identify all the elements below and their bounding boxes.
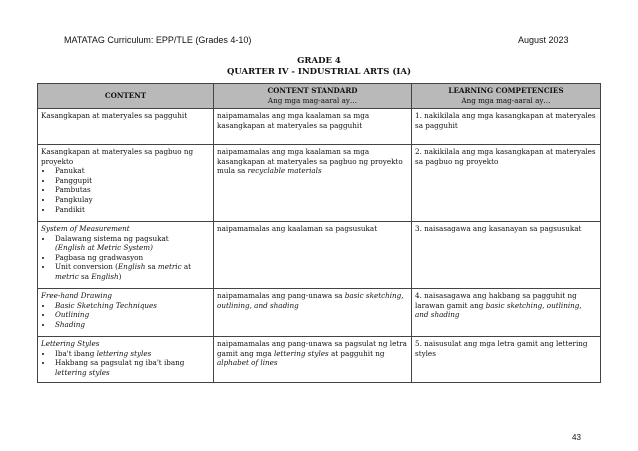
column-header-learning-competencies: LEARNING COMPETENCIES Ang mga mag-aaral ay… xyxy=(412,84,601,109)
table-row xyxy=(38,222,601,289)
table-header-row xyxy=(38,84,601,109)
list-item: • Panggupit xyxy=(53,176,210,186)
standard-cell: naipamamalas ang pang-unawa sa basic sketching, outlining, and shading xyxy=(214,289,412,337)
standard-cell: naipamamalas ang pang-unawa sa pagsulat ng letra gamit ang mga lettering styles at pagguhit ng alphabet of lines xyxy=(214,337,412,383)
list-item: • Shading xyxy=(53,320,210,330)
competency-cell: 5. naisusulat ang mga letra gamit ang lettering styles xyxy=(412,337,601,383)
curriculum-table xyxy=(37,83,601,383)
table-row xyxy=(38,289,601,337)
content-cell: Kasangkapan at materyales sa pagguhit xyxy=(38,109,214,145)
list-item: • Hakbang sa pagsulat ng iba't ibang lettering styles xyxy=(53,358,210,377)
list-item: • Pambutas xyxy=(53,185,210,195)
list-item: • Dalawang sistema ng pagsukat (English at Metric System) xyxy=(53,234,210,253)
page-number: 43 xyxy=(572,433,581,442)
content-cell: System of Measurement • Dalawang sistema ng pagsukat (English at Metric System) • Pagbasa ng gradwasyon • Unit conversion (English sa metric at metric sa English) xyxy=(38,222,214,289)
content-cell: Kasangkapan at materyales sa pagbuo ng proyekto • Panukat • Panggupit • Pambutas • Pangkulay • Pandikit xyxy=(38,145,214,222)
standard-cell: naipamamalas ang mga kaalaman sa mga kasangkapan at materyales sa pagbuo ng proyekto mula sa recyclable materials xyxy=(214,145,412,222)
list-item: • Iba't ibang lettering styles xyxy=(53,349,210,359)
list-item: • Pagbasa ng gradwasyon xyxy=(53,253,210,263)
column-header-content-standard: CONTENT STANDARD Ang mga mag-aaral ay… xyxy=(214,84,412,109)
standard-cell: naipamamalas ang kaalaman sa pagsusukat xyxy=(214,222,412,289)
document-header-date: August 2023 xyxy=(518,35,569,45)
competency-cell: 2. nakikilala ang mga kasangkapan at materyales sa pagbuo ng proyekto xyxy=(412,145,601,222)
list-item: • Pandikit xyxy=(53,205,210,215)
table-row xyxy=(38,109,601,145)
quarter-title: QUARTER IV - INDUSTRIAL ARTS (IA) xyxy=(226,67,412,77)
list-item: • Unit conversion (English sa metric at metric sa English) xyxy=(53,262,210,281)
list-item: • Basic Sketching Techniques xyxy=(53,301,210,311)
competency-cell: 1. nakikilala ang mga kasangkapan at materyales sa pagguhit xyxy=(412,109,601,145)
content-list xyxy=(41,234,210,282)
competency-cell: 3. naisasagawa ang kasanayan sa pagsusukat xyxy=(412,222,601,289)
table-row xyxy=(38,337,601,383)
list-item: • Panukat xyxy=(53,166,210,176)
content-list xyxy=(41,301,210,330)
content-list xyxy=(41,349,210,378)
list-item: • Outlining xyxy=(53,310,210,320)
content-cell: Free-hand Drawing • Basic Sketching Techniques • Outlining • Shading xyxy=(38,289,214,337)
grade-title: GRADE 4 xyxy=(297,56,341,66)
competency-cell: 4. naisasagawa ang hakbang sa pagguhit ng larawan gamit ang basic sketching, outlining, and shading xyxy=(412,289,601,337)
table-row xyxy=(38,145,601,222)
list-item: • Pangkulay xyxy=(53,195,210,205)
content-cell: Lettering Styles • Iba't ibang lettering styles • Hakbang sa pagsulat ng iba't ibang lettering styles xyxy=(38,337,214,383)
standard-cell: naipamamalas ang mga kaalaman sa mga kasangkapan at materyales sa pagguhit xyxy=(214,109,412,145)
content-list xyxy=(41,166,210,214)
column-header-content: CONTENT xyxy=(38,84,214,109)
document-header-left: MATATAG Curriculum: EPP/TLE (Grades 4-10) xyxy=(64,35,252,45)
